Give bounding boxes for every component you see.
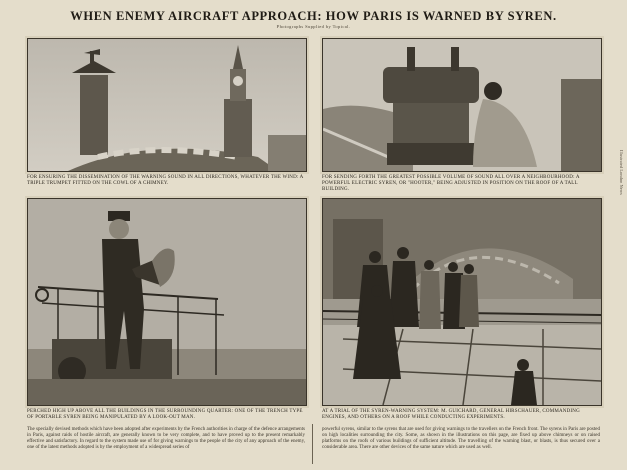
page-sidebar-text: Illustrated London News (619, 150, 624, 195)
photo-electric-syren-image (323, 39, 601, 171)
page-headline: WHEN ENEMY AIRCRAFT APPROACH: HOW PARIS IS WARNED BY SYREN. (70, 9, 557, 23)
photo-chimney-trumpet (27, 38, 307, 172)
caption-bottom-left: PERCHED HIGH UP ABOVE ALL THE BUILDINGS IN THE SURROUNDING QUARTER: ONE OF THE TRENCH TYPE OF PORTABLE SYREN BEING MANIPULATED BY A LOOK-OUT MAN. (27, 409, 303, 420)
caption-top-right: FOR SENDING FORTH THE GREATEST POSSIBLE VOLUME OF SOUND ALL OVER A NEIGHBOURHOOD: A POWERFUL ELECTRIC SYREN, OR "HOOTER," BEING ADJUSTED IN POSITION ON THE ROOF OF A TALL BUILDING. (322, 175, 580, 192)
photo-syren-trial-image (323, 199, 601, 405)
photo-lookout-syren-image (28, 199, 306, 405)
photo-electric-syren (322, 38, 602, 172)
body-text-right: powerful syrens, similar to the syrens that are used for giving warnings to the travellers on the French front. The syrens in Paris are posted on high localities surrounding the city. Some, as shown in the illustrations on this page, are fixed up above chimneys or on raised platforms on the roofs of various buildings of sufficient altitude. The travelling of the warning blast, or blasts, is thus secured over a considerable area. There are other devices of the same nature which are used as well. (322, 427, 600, 450)
photo-syren-trial (322, 198, 602, 406)
caption-top-left: FOR ENSURING THE DISSEMINATION OF THE WARNING SOUND IN ALL DIRECTIONS, WHATEVER THE WIND: A TRIPLE TRUMPET FITTED ON THE COWL OF A CHIMNEY. (27, 175, 304, 186)
column-divider (312, 424, 313, 464)
photo-credit: Photographs Supplied by Topical. (276, 24, 351, 29)
photo-chimney-trumpet-image (28, 39, 306, 171)
photo-lookout-syren (27, 198, 307, 406)
caption-bottom-right: AT A TRIAL OF THE SYREN-WARNING SYSTEM: M. GUICHARD, GENERAL HIRSCHAUER, COMMANDING ENGINES, AND OTHERS ON A ROOF WHILE CONDUCTING EXPERIMENTS. (322, 409, 580, 420)
body-text-left: The specially devised methods which have been adopted after experiments by the French authorities in charge of the defence arrangements in Paris, against raids of hostile aircraft, are generally known to be very complete, and to have proved up to the present remarkably effective and satisfactory. In regard to the system made use of for giving warnings to the people of the city of any approach of the enemy, one of the latest methods adopted is by the employment of a widespread series of (27, 427, 305, 450)
